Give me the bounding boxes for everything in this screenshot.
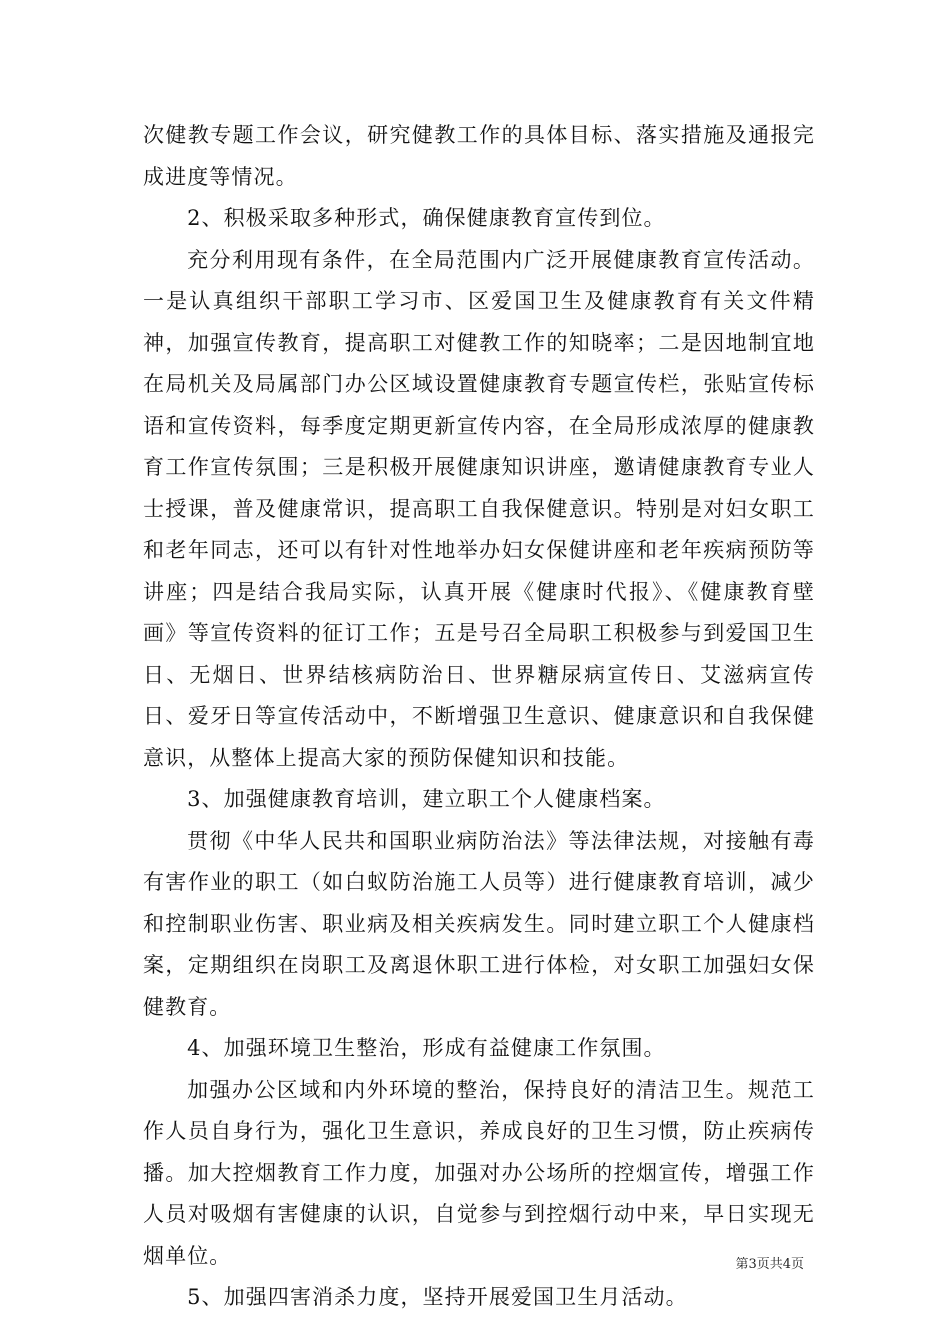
paragraph-1: 次健教专题工作会议，研究健教工作的具体目标、落实措施及通报完成进度等情况。: [143, 123, 815, 189]
section-heading-2: 2、积极采取多种形式，确保健康教育宣传到位。: [187, 206, 666, 230]
paragraph-3: 充分利用现有条件，在全局范围内广泛开展健康教育宣传活动。一是认真组织干部职工学习市、区爱国卫生及健康教育有关文件精神，加强宣传教育，提高职工对健教工作的知晓率；二是因地制宜地在局机关及局属部门办公区域设置健康教育专题宣传栏，张贴宣传标语和宣传资料，每季度定期更新宣传内容，在全局形成浓厚的健康教育工作宣传氛围；三是积极开展健康知识讲座，邀请健康教育专业人士授课，普及健康常识，提高职工自我保健意识。特别是对妇女职工和老年同志，还可以有针对性地举办妇女保健讲座和老年疾病预防等讲座；四是结合我局实际，认真开展《健康时代报》、《健康教育壁画》等宣传资料的征订工作；五是号召全局职工积极参与到爱国卫生日、无烟日、世界结核病防治日、世界糖尿病宣传日、艾滋病宣传日、爱牙日等宣传活动中，不断增强卫生意识、健康意识和自我保健意识，从整体上提高大家的预防保健知识和技能。: [143, 247, 815, 770]
section-heading-4: 4、加强环境卫生整治，形成有益健康工作氛围。: [187, 1036, 666, 1060]
section-heading-3: 3、加强健康教育培训，建立职工个人健康档案。: [187, 787, 666, 811]
section-heading-5: 5、加强四害消杀力度，坚持开展爱国卫生月活动。: [187, 1285, 688, 1309]
page-number-footer: 第3页共4页: [735, 1257, 804, 1272]
document-body: [143, 115, 815, 1319]
paragraph-7: 加强办公区域和内外环境的整治，保持良好的清洁卫生。规范工作人员自身行为，强化卫生意识，养成良好的卫生习惯，防止疾病传播。加大控烟教育工作力度，加强对办公场所的控烟宣传，增强工作人员对吸烟有害健康的认识，自觉参与到控烟行动中来，早日实现无烟单位。: [143, 1077, 815, 1268]
paragraph-5: 贯彻《中华人民共和国职业病防治法》等法律法规，对接触有毒有害作业的职工（如白蚁防治施工人员等）进行健康教育培训，减少和控制职业伤害、职业病及相关疾病发生。同时建立职工个人健康档案，定期组织在岗职工及离退休职工进行体检，对女职工加强妇女保健教育。: [143, 828, 815, 1019]
